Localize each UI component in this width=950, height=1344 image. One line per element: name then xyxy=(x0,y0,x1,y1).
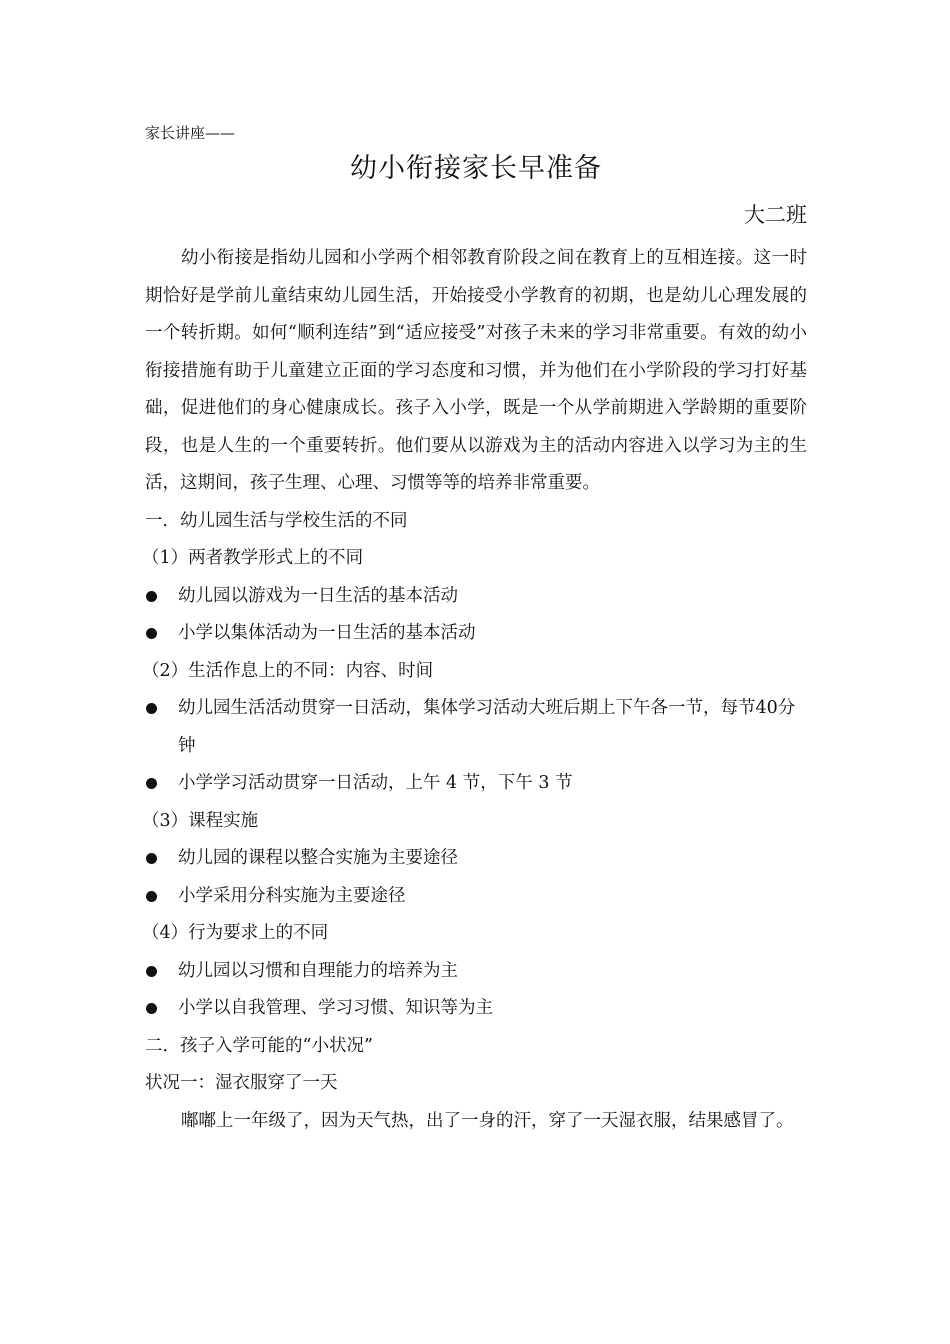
bullet-dot-icon xyxy=(146,966,157,977)
group1-label: （1）两者教学形式上的不同 xyxy=(142,548,364,568)
list-item: 小学学习活动贯穿一日活动，上午 4 节，下午 3 节 xyxy=(145,765,807,803)
list-item: 幼儿园生活活动贯穿一日活动，集体学习活动大班后期上下午各一节，每节40分钟 xyxy=(145,690,807,765)
intro-paragraph: 幼小衔接是指幼儿园和小学两个相邻教育阶段之间在教育上的互相连接。这一时期恰好是学前儿童结束幼儿园生活，开始接受小学教育的初期，也是幼儿心理发展的一个转折期。如何“顺利连结”到“适应接受”对孩子未来的学习非常重要。有效的幼小衔接措施有助于儿童建立正面的学习态度和习惯，并为他们在小学阶段的学习打好基础，促进他们的身心健康成长。孩子入小学，既是一个从学前期进入学龄期的重要阶段，也是人生的一个重要转折。他们要从以游戏为主的活动内容进入以学习为主的生活，这期间，孩子生理、心理、习惯等等的培养非常重要。 xyxy=(145,248,807,493)
bullet-dot-icon xyxy=(146,891,157,902)
section1-heading: 一．幼儿园生活与学校生活的不同 xyxy=(145,510,408,531)
list-item: 幼儿园以游戏为一日生活的基本活动 xyxy=(145,578,807,616)
list-item: 小学以集体活动为一日生活的基本活动 xyxy=(145,615,807,653)
bullet-dot-icon xyxy=(146,1003,157,1014)
list-item: 幼儿园的课程以整合实施为主要途径 xyxy=(145,840,807,878)
bullet-dot-icon xyxy=(146,853,157,864)
list-item: 小学以自我管理、学习习惯、知识等为主 xyxy=(145,990,807,1028)
group4-label: （4）行为要求上的不同 xyxy=(142,923,329,943)
lecture-kicker: 家长讲座—— xyxy=(145,124,236,142)
case1-title: 状况一：湿衣服穿了一天 xyxy=(145,1073,338,1093)
bullet-dot-icon xyxy=(146,778,157,789)
group2-label: （2）生活作息上的不同：内容、时间 xyxy=(142,660,434,681)
bullet-dot-icon xyxy=(146,703,157,714)
class-name: 大二班 xyxy=(744,203,807,227)
bullet-dot-icon xyxy=(146,628,157,639)
page-title: 幼小衔接家长早准备 xyxy=(350,153,602,184)
list-item: 小学采用分科实施为主要途径 xyxy=(145,878,807,916)
case1-paragraph: 嘟嘟上一年级了，因为天气热，出了一身的汗，穿了一天湿衣服，结果感冒了。 xyxy=(181,1110,794,1131)
bullet-dot-icon xyxy=(146,591,157,602)
list-item: 幼儿园以习惯和自理能力的培养为主 xyxy=(145,953,807,991)
section2-heading: 二．孩子入学可能的“小状况” xyxy=(145,1035,373,1056)
document-content xyxy=(142,118,807,1140)
group3-label: （3）课程实施 xyxy=(142,810,259,831)
